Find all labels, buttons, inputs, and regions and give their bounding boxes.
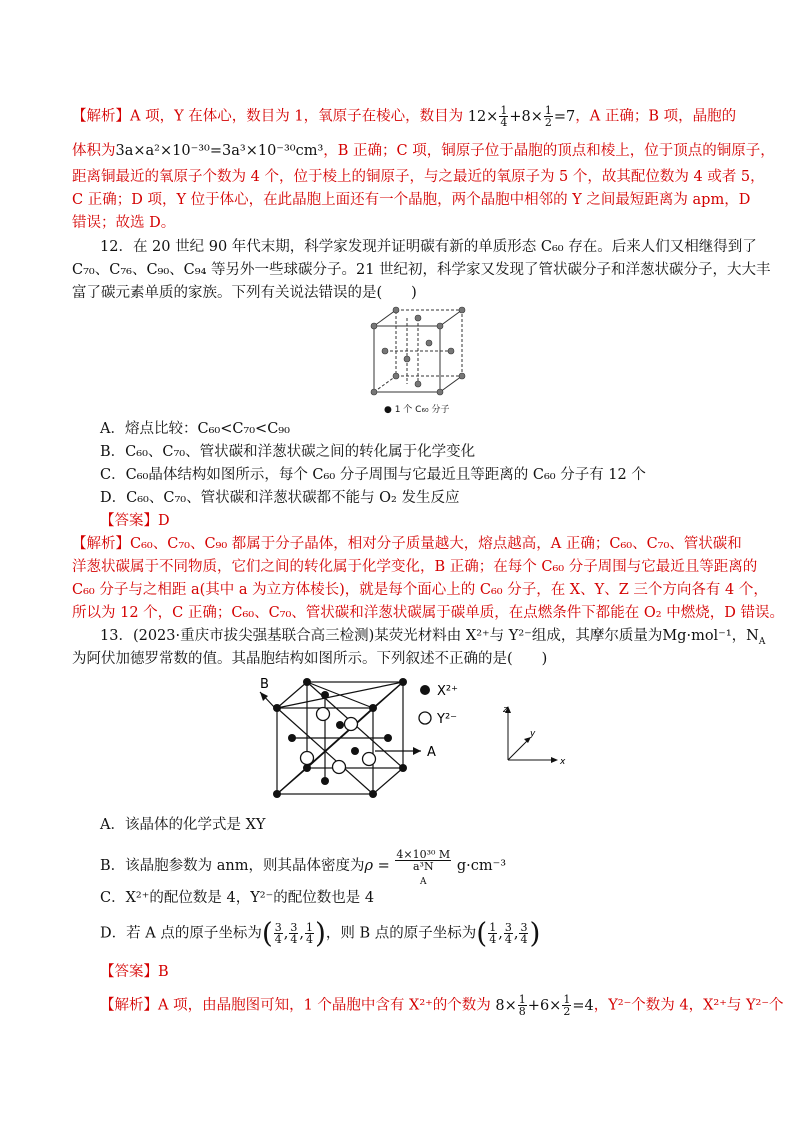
math-expression: 3a×a²×10⁻³⁰=3a³×10⁻³⁰cm³ [115,143,324,159]
q13-option-d: D．若 A 点的原子坐标为( $\frac{3}{4}$ , $\frac{3}{4}$ , $\frac{1}{4}$ )，则 B 点的原子坐标为( $\frac{1}{4}$ , $\frac{3}{4}$ , $\frac{3}{4}$ ) [100,916,541,950]
x-ion-legend-label: X²⁺ [437,684,458,699]
q12-analysis-line-3: C₆₀ 分子与之相距 a(其中 a 为立方体棱长)，就是每个面心上的 C₆₀ 分子，在 X、Y、Z 三个方向各有 4 个， [72,582,768,598]
zinc-blende-unit-cell-figure [255,670,485,800]
q13-option-a: A．该晶体的化学式是 XY [100,817,266,833]
coord-a-y: $\frac{3}{4}$ [290,921,298,946]
q12-stem-line-3: 富了碳元素单质的家族。下列有关说法错误的是( ) [72,285,417,301]
q12-option-a: A．熔点比较：C₆₀<C₇₀<C₉₀ [100,421,290,437]
y-ion-legend-marker [419,712,431,724]
math-expression: 12× $\frac{1}{4}$ +8× $\frac{1}{2}$ =7 [467,104,576,129]
q12-option-d: D．C₆₀、C₇₀、管状碳和洋葱状碳都不能与 O₂ 发生反应 [100,490,460,506]
x-axis-label: x [560,757,566,767]
q12-stem-line-1: 12．在 20 世纪 90 年代末期，科学家发现并证明碳有新的单质形态 C₆₀ 存在。后来人们又相继得到了 [100,239,757,255]
y-ion-legend-label: Y²⁻ [437,712,458,727]
q13-option-c: C．X²⁺的配位数是 4，Y²⁻的配位数也是 4 [100,890,375,906]
q12-analysis-line-1: 【解析】C₆₀、C₇₀、C₉₀ 都属于分子晶体，相对分子质量越大，熔点越高，A 正确；C₆₀、C₇₀、管状碳和 [72,536,742,552]
q13-analysis-line-1: 【解析】A 项，由晶胞图可知，1 个晶胞中含有 X²⁺的个数为 8× $\frac{1}{8}$ +6× $\frac{1}{2}$ =4，Y²⁻个数为 4，X²⁺与 Y²⁻个 [100,993,784,1018]
coord-b-z: $\frac{3}{4}$ [520,921,528,946]
analysis-11-line-4: C 正确；D 项，Y 位于体心，在此晶胞上面还有一个晶胞，两个晶胞中相邻的 Y 之间最短距离为 apm，D [72,192,751,208]
answer-tag: 【答案】 [100,964,158,980]
q13-answer: 【答案】B [100,964,169,980]
q12-option-b: B．C₆₀、C₇₀、管状碳和洋葱状碳之间的转化属于化学变化 [100,444,476,460]
q12-analysis-line-4: 所以为 12 个，C 正确；C₆₀、C₇₀、管状碳和洋葱状碳属于碳单质，在点燃条件下都能在 O₂ 中燃烧，D 错误。 [72,605,784,621]
coord-a-x: $\frac{3}{4}$ [274,921,282,946]
coord-a-z: $\frac{1}{4}$ [305,921,313,946]
q13-stem-line-1: 13．(2023·重庆市拔尖强基联合高三检测)某荧光材料由 X²⁺与 Y²⁻组成，其摩尔质量为Mg·mol⁻¹，$N_A$ [100,628,766,647]
analysis-tag: 【解析】 [72,108,130,125]
coord-b-x: $\frac{1}{4}$ [489,921,497,946]
c60-crystal-cube-figure [366,304,466,400]
point-b-label: B [260,677,269,692]
q12-option-c: C．C₆₀晶体结构如图所示，每个 C₆₀ 分子周围与它最近且等距离的 C₆₀ 分子有 12 个 [100,467,646,483]
x-ion-legend-marker [420,685,430,695]
analysis-11-line-2: 体积为3a×a²×10⁻³⁰=3a³×10⁻³⁰cm³，B 正确；C 项，铜原子位于晶胞的顶点和棱上，位于顶点的铜原子， [72,143,775,159]
q12-stem-line-2: C₇₀、C₇₆、C₉₀、C₉₄ 等另外一些球碳分子。21 世纪初，科学家又发现了管状碳分子和洋葱状碳分子，大大丰 [72,262,771,278]
analysis-tag: 【解析】 [100,997,158,1014]
q13-stem-line-2: 为阿伏加德罗常数的值。其晶胞结构如图所示。下列叙述不正确的是( ) [72,651,548,667]
math-expression: 8× $\frac{1}{8}$ +6× $\frac{1}{2}$ =4 [495,993,594,1018]
coord-b-y: $\frac{3}{4}$ [504,921,512,946]
analysis-tag: 【解析】 [72,536,130,552]
xyz-axes-figure [496,702,576,768]
analysis-11-line-5: 错误；故选 D。 [72,215,176,231]
z-axis-label: z [503,705,508,715]
q12-analysis-line-2: 洋葱状碳属于不同物质，它们之间的转化属于化学变化，B 正确；在每个 C₆₀ 分子周围与它最近且等距离的 [72,559,758,575]
y-axis-label: y [530,729,536,739]
q13-option-b: B．该晶胞参数为 anm，则其晶体密度为ρ = 4×10³⁰ M a³N $_A$ g·cm⁻³ [100,848,507,888]
density-formula: ρ = 4×10³⁰ M a³N $_A$ g·cm⁻³ [364,848,507,888]
figure-caption: ● 1 个 C₆₀ 分子 [384,405,450,415]
point-a-label: A [427,745,436,760]
answer-tag: 【答案】 [100,513,158,529]
unit-expression: Mg·mol⁻¹ [662,628,732,644]
q12-answer: 【答案】D [100,513,170,529]
analysis-11-line-1: 【解析】A 项，Y 在体心，数目为 1，氧原子在棱心，数目为 12× $\frac{1}{4}$ +8× $\frac{1}{2}$ =7，A 正确；B 项，晶胞的 [72,104,737,129]
analysis-11-line-3: 距离铜最近的氧原子个数为 4 个，位于棱上的铜原子，与之最近的氧原子为 5 个，故其配位数为 4 或者 5， [72,169,765,185]
